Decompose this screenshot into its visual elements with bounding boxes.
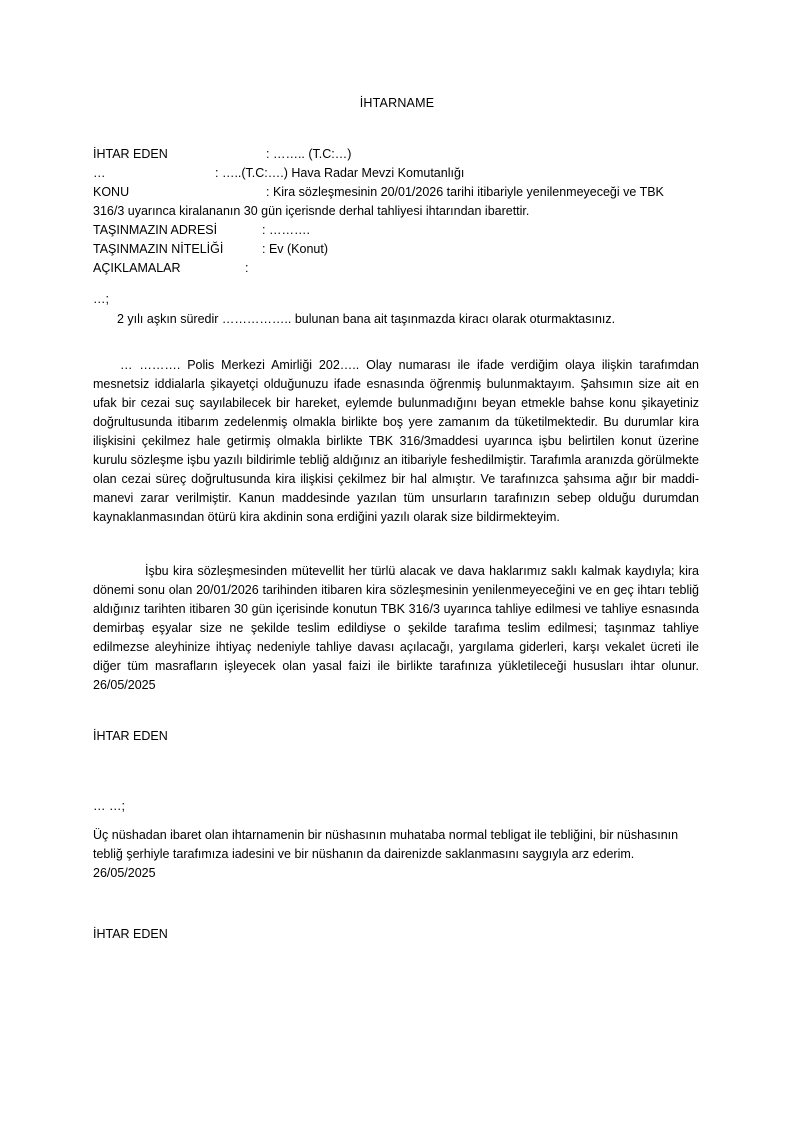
muhatap-label: …	[93, 166, 106, 180]
signature-1: İHTAR EDEN	[93, 729, 168, 743]
aciklamalar-label: AÇIKLAMALAR	[93, 261, 181, 275]
intro-line: 2 yılı aşkın süredir …………….. bulunan bana ait taşınmazda kiracı olarak oturmaktasınız.	[117, 312, 616, 326]
notary-salutation: … …;	[93, 799, 125, 813]
ihtar-eden-value: : …….. (T.C:…)	[266, 147, 352, 161]
signature-2: İHTAR EDEN	[93, 927, 168, 941]
adres-label: TAŞINMAZIN ADRESİ	[93, 223, 218, 237]
konu-value-line1: : Kira sözleşmesinin 20/01/2026 tarihi itibariyle yenilenmeyeceği ve TBK	[266, 185, 664, 199]
konu-label: KONU	[93, 185, 130, 199]
adres-value: : ……….	[262, 223, 310, 237]
konu-value-line2: 316/3 uyarınca kiralananın 30 gün içerisnde derhal tahliyesi ihtarından ibarettir.	[93, 204, 530, 218]
muhatap-value: : …..(T.C:….) Hava Radar Mevzi Komutanlığı	[215, 166, 465, 180]
paragraph-2: İşbu kira sözleşmesinden mütevellit her türlü alacak ve dava haklarımız saklı kalmak kaydıyla; kira dönemi sonu olan 20/01/2026 tarihinden itibaren kira sözleşmesinin yenilenmeyeceğini ve en geç ihtarı tebliğ aldığınız tarihten itibaren 30 gün içerisinde konutun TBK 316/3 uyarınca tahliye edilmesi ve tahliye esnasında demirbaş eşyalar size ne şekilde teslim edildiyse o şekilde tarafıma teslim edilmesi; taşınmaz tahliye edilmezse aleyhinize ihtiyaç nedeniyle tahliye davası açılacağı, yargılama giderleri, karşı vekalet ücreti ile diğer tüm masrafların işleyecek olan yasal faizi ile birlikte tarafınıza yükletileceği hususları ihtar olunur. 26/05/2025	[93, 564, 699, 692]
salutation: …;	[93, 292, 109, 306]
ihtar-eden-label: İHTAR EDEN	[93, 147, 168, 161]
notary-text: Üç nüshadan ibaret olan ihtarnamenin bir nüshasının muhataba normal tebligat ile tebliğini, bir nüshasının tebliğ şerhiyle tarafımıza iadesini ve bir nüshanın da dairenizde saklanmasını saygıyla arz ederim. 26/05/2025	[93, 828, 679, 880]
paragraph-1: … ………. Polis Merkezi Amirliği 202….. Olay numarası ile ifade verdiğim olaya ilişkin tarafımdan mesnetsiz iddialarla şikayetçi olduğunuzu ifade esnasında öğrenmiş bulunmaktayım. Şahsımın size ait en ufak bir cezai suç sayılabilecek bir hareket, eylemde bulunmadığını beyan etmekle bahse konu şikayetiniz doğrultusunda itibarım zedelenmiş olmakla birlikte boş yere zamanım da tüketilmektedir. Bu durumlar kira ilişkisini çekilmez hale getirmiş olmakla birlikte TBK 316/3maddesi uyarınca işbu belirtilen konut üzerine kurulu sözleşme işbu yazılı bildirimle tebliğ aldığınız an itibariyle feshedilmiştir. Tarafımla aranızda görülmekte olan cezai süreç doğrultusunda kira ilişkisi çekilmez bir hal almıştır. Ve tarafınızca şahsıma ağır bir maddi-manevi zarar verilmiştir. Kanun maddesinde yazılan tüm unsurların tarafınızın sebep olduğu durumdan kaynaklanmasından ötürü kira akdinin sona erdiğini yazılı olarak size bildirmekteyim.	[93, 358, 699, 524]
document-title: İHTARNAME	[359, 96, 435, 110]
nitelik-value: : Ev (Konut)	[262, 242, 328, 256]
nitelik-label: TAŞINMAZIN NİTELİĞİ	[93, 242, 224, 256]
aciklamalar-value: :	[245, 261, 249, 275]
